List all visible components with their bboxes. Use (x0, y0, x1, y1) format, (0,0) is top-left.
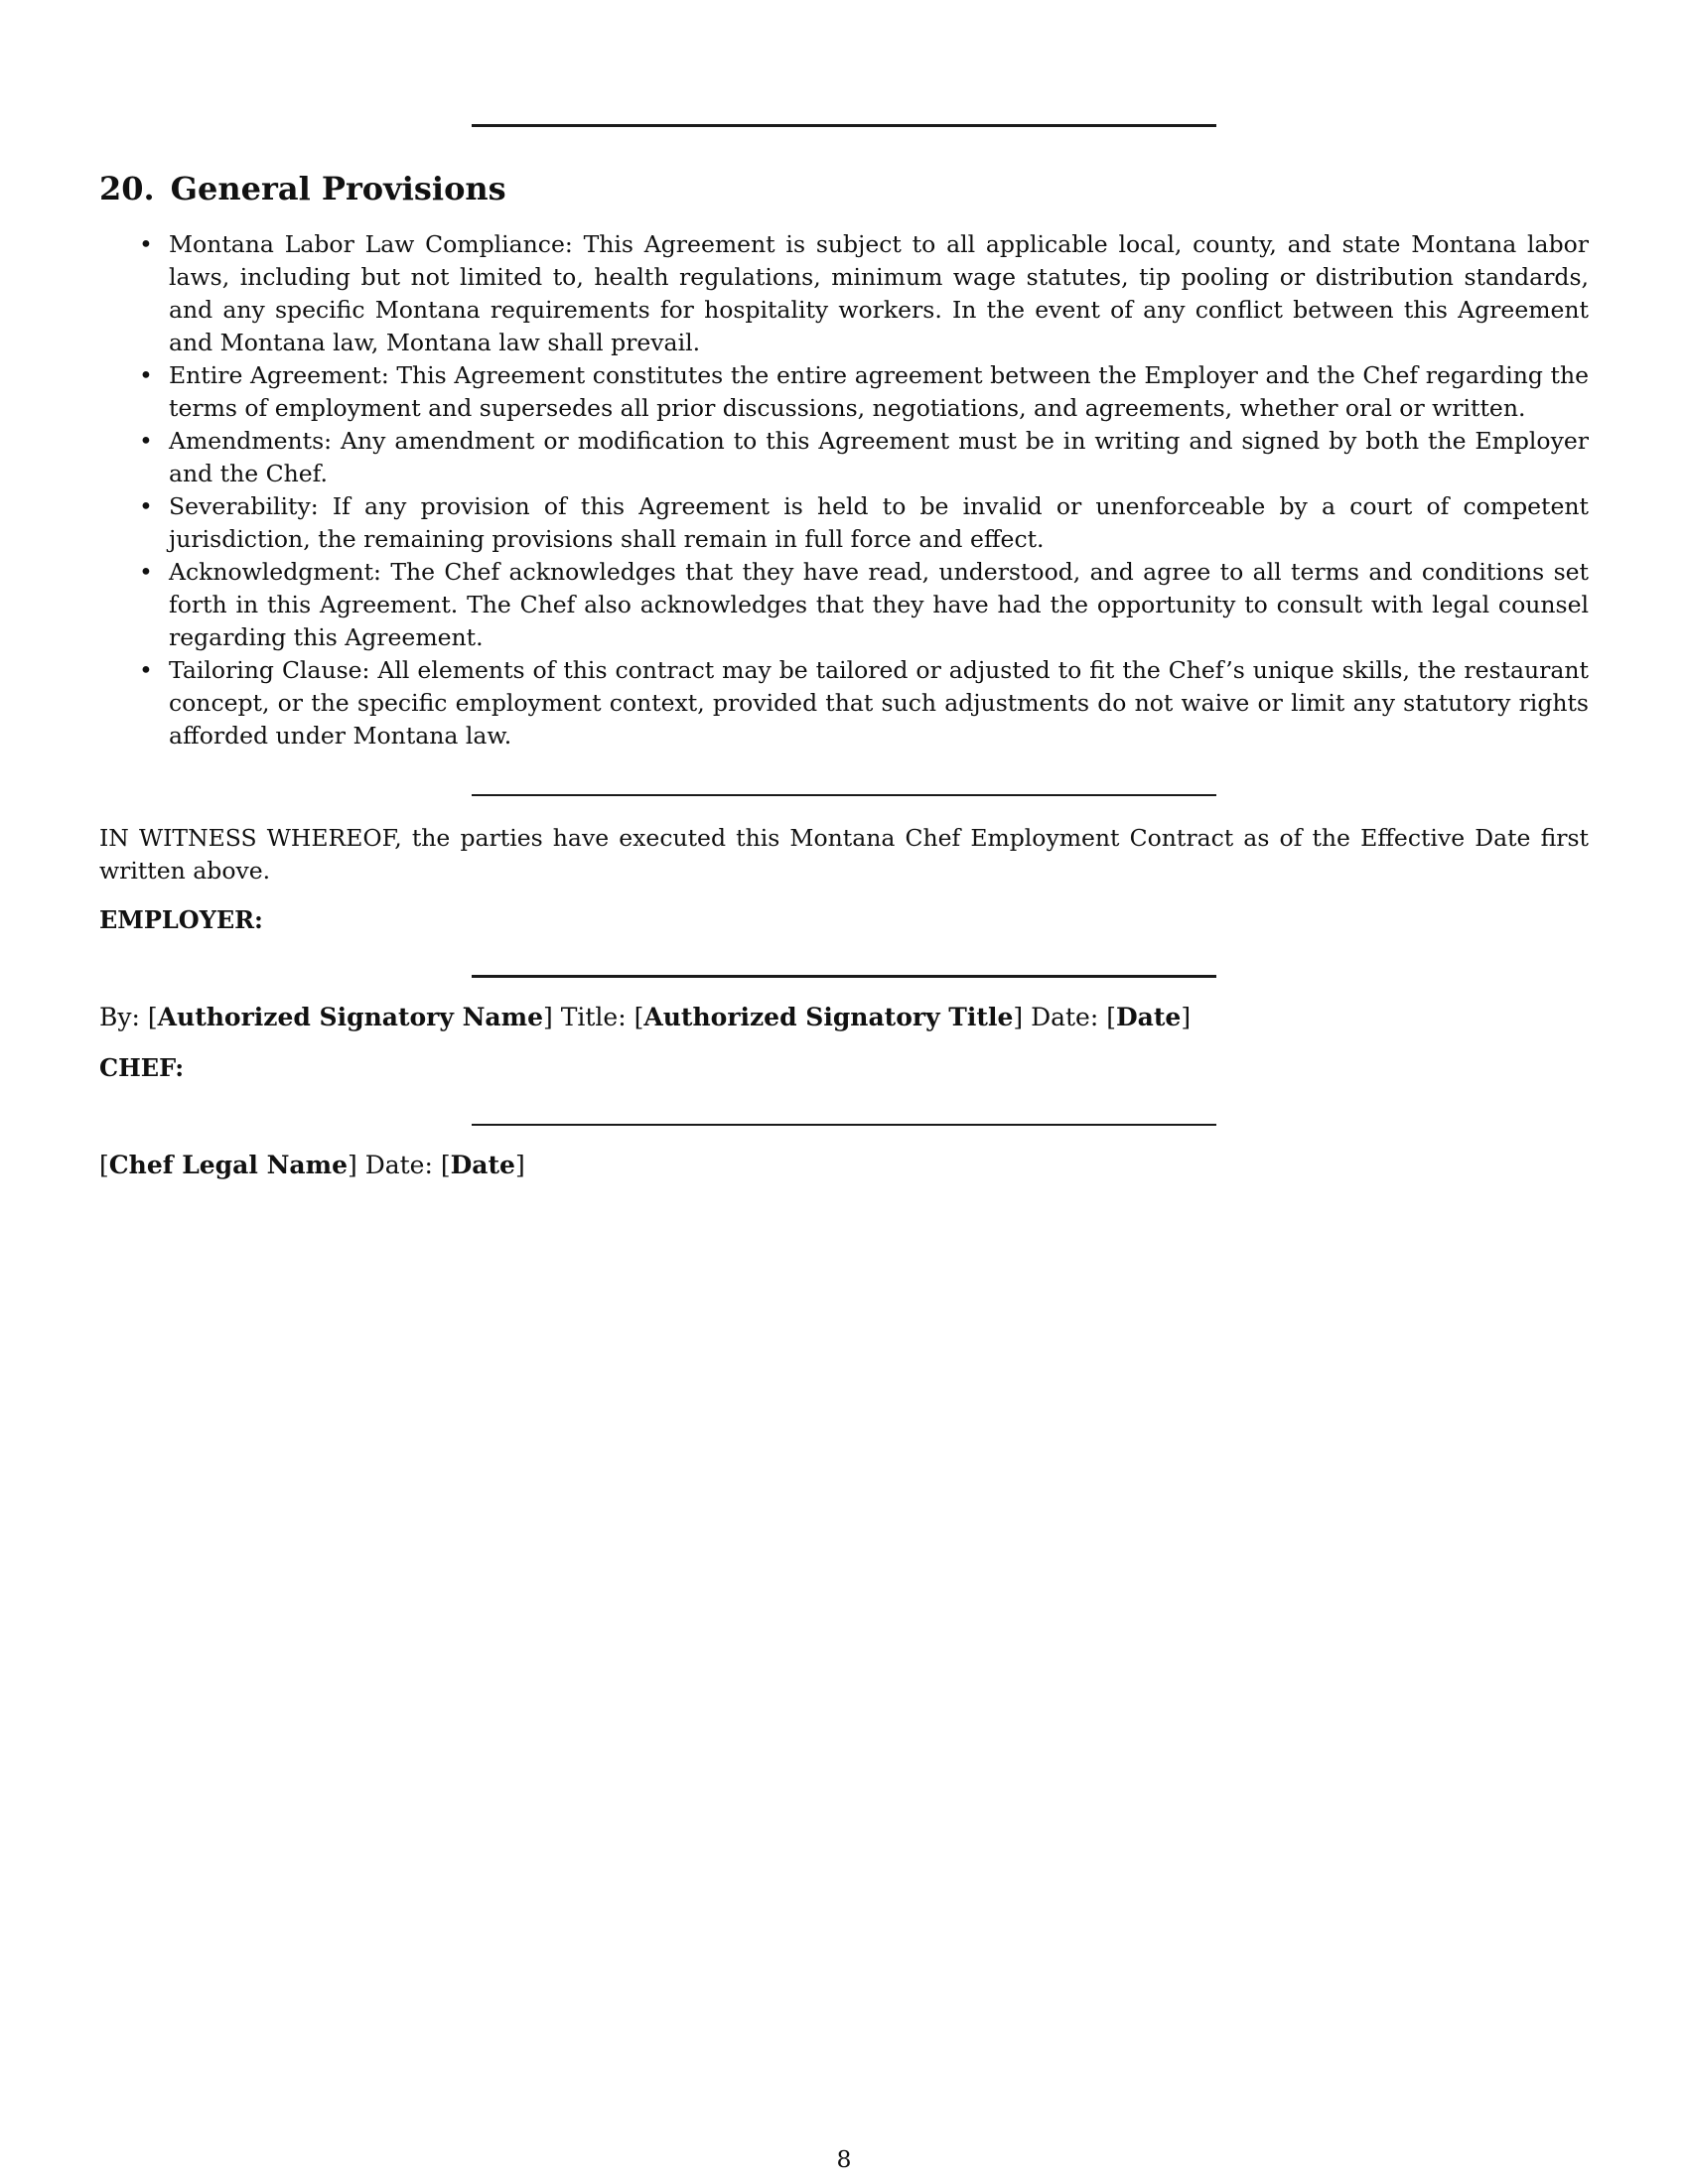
list-item-text: Montana Labor Law Compliance: This Agreement is subject to all applicable local, county, and state Montana labor laws, including but not limited to, health regulations, minimum wage statutes, tip pooling or distribution standards, and any specific Montana requirements for hospitality workers. In the event of any conflict between this Agreement and Montana law, Montana law shall prevail. (169, 230, 1589, 356)
section-title: General Provisions (170, 170, 506, 207)
bullet-icon: • (139, 492, 153, 520)
bullet-icon: • (139, 230, 153, 258)
employer-date-placeholder: Date (1115, 1003, 1182, 1031)
list-item-text: Severability: If any provision of this Agreement is held to be invalid or unenforceable by a court of competent jurisdiction, the remaining provisions shall remain in full force and effect. (169, 492, 1589, 553)
top-divider (472, 124, 1216, 127)
chef-date-placeholder: Date (450, 1151, 515, 1179)
list-item (99, 490, 1589, 556)
title-label: Title: (560, 1003, 627, 1031)
chef-name-placeholder: Chef Legal Name (108, 1151, 348, 1179)
list-item-text: Entire Agreement: This Agreement constitutes the entire agreement between the Employer and the Chef regarding the terms of employment and supersedes all prior discussions, negotiations, and agreements, whether oral or written. (169, 361, 1589, 422)
section-divider (472, 794, 1216, 796)
bullet-icon: • (139, 427, 153, 455)
employer-signature-line (472, 975, 1216, 978)
employer-date-label: Date: (1031, 1003, 1099, 1031)
bullet-icon: • (139, 656, 153, 684)
section-heading (99, 169, 506, 208)
bullet-icon: • (139, 558, 153, 586)
signatory-name-placeholder: Authorized Signatory Name (157, 1003, 543, 1031)
chef-date-label: Date: (364, 1151, 433, 1179)
list-item (99, 654, 1589, 752)
chef-signature-block: [Chef Legal Name] Date: [Date] (99, 1151, 525, 1179)
list-item-text: Acknowledgment: The Chef acknowledges that they have read, understood, and agree to all terms and conditions set forth in this Agreement. The Chef also acknowledges that they have had the opportunity to consult with legal counsel regarding this Agreement. (169, 558, 1589, 651)
by-label: By: (99, 1003, 140, 1031)
bullet-icon: • (139, 361, 153, 389)
provisions-list (99, 228, 1589, 752)
list-item (99, 228, 1589, 359)
document-page (99, 0, 1589, 2184)
signatory-title-placeholder: Authorized Signatory Title (643, 1003, 1014, 1031)
list-item (99, 359, 1589, 425)
witness-statement: IN WITNESS WHEREOF, the parties have executed this Montana Chef Employment Contract as of the Effective Date first written above. (99, 824, 1589, 885)
chef-label: CHEF: (99, 1053, 185, 1082)
employer-signature-block: By: [Authorized Signatory Name] Title: [Authorized Signatory Title] Date: [Date] (99, 1003, 1192, 1031)
chef-signature-line (472, 1124, 1216, 1126)
page-number: 8 (836, 2145, 852, 2173)
list-item-text: Amendments: Any amendment or modification to this Agreement must be in writing and signed by both the Employer and the Chef. (169, 427, 1589, 487)
section-number: 20. (99, 170, 155, 207)
list-item (99, 425, 1589, 490)
employer-label: EMPLOYER: (99, 905, 263, 934)
list-item (99, 556, 1589, 654)
list-item-text: Tailoring Clause: All elements of this contract may be tailored or adjusted to fit the Chef’s unique skills, the restaurant concept, or the specific employment context, provided that such adjustments do not waive or limit any statutory rights afforded under Montana law. (169, 656, 1589, 750)
